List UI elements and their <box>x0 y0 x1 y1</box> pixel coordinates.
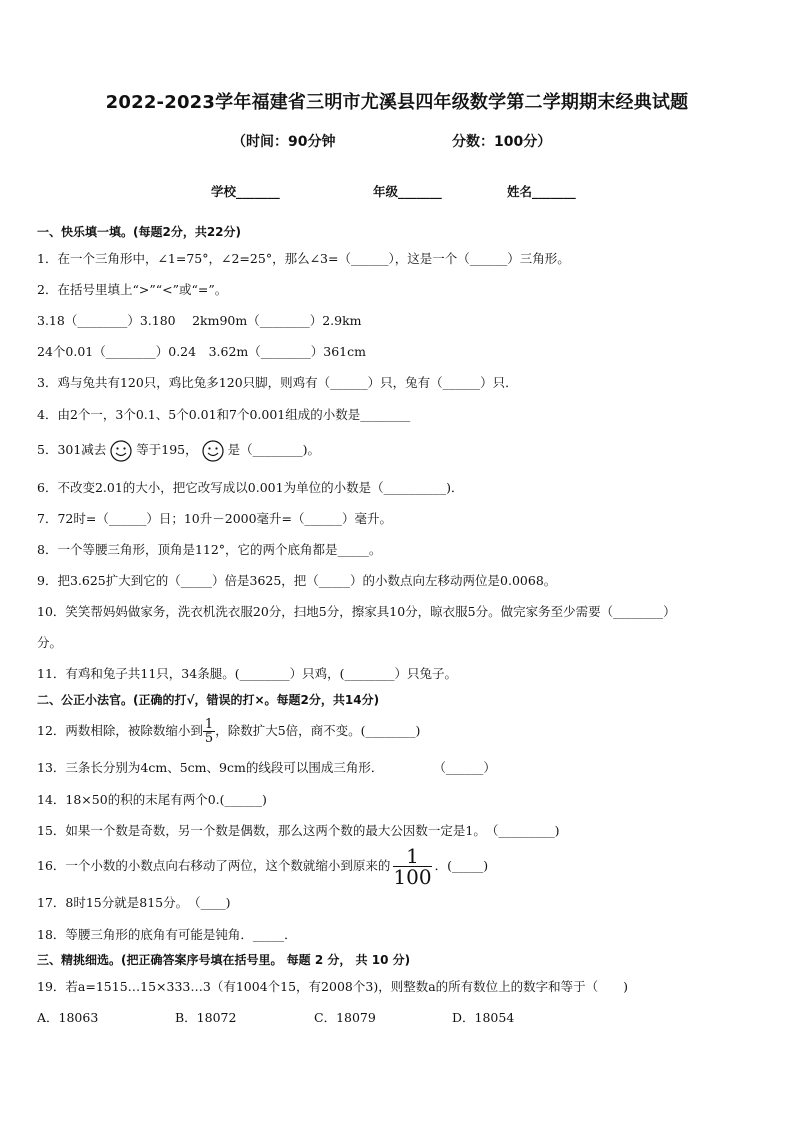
fraction-one-fifth: $\frac{1}{5}$ <box>204 717 214 746</box>
option-c: C．18079 <box>314 1010 376 1025</box>
question-13: 13．三条长分别为4cm、5cm、9cm的线段可以围成三角形． （______） <box>37 760 496 775</box>
question-7: 7．72时=（______）日；10升－2000毫升=（______）毫升。 <box>37 511 393 526</box>
question-11: 11．有鸡和兔子共11只，34条腿。(________）只鸡，(________）只兔子。 <box>37 666 457 681</box>
school-field: 学校_______ <box>211 184 280 199</box>
score-label: 分数：100分） <box>452 134 552 150</box>
section-3-heading: 三、精挑细选。(把正确答案序号填在括号里。 每题 2 分， 共 10 分) <box>37 953 411 967</box>
question-18: 18．等腰三角形的底角有可能是钝角．_____． <box>37 927 297 942</box>
question-2: 2．在括号里填上“>”“<”或“=”。 <box>37 282 228 297</box>
section-2-heading: 二、公正小法官。(正确的打√，错误的打×。每题2分，共14分) <box>37 693 380 707</box>
question-12: 12．两数相除，被除数缩小到 $\frac{1}{5}$ ，除数扩大5倍，商不变。(________) <box>37 717 421 746</box>
grade-field: 年级_______ <box>373 184 442 199</box>
exam-meta <box>0 131 794 151</box>
name-blank: _______ <box>532 184 576 199</box>
section-1-heading: 一、快乐填一填。(每题2分，共22分) <box>37 225 242 239</box>
question-8: 8．一个等腰三角形，顶角是112°，它的两个底角都是_____。 <box>37 542 382 557</box>
question-17: 17．8时15分就是815分。 （____) <box>37 895 231 910</box>
time-label: （时间：90分钟 <box>232 134 336 150</box>
name-field: 姓名_______ <box>507 184 576 199</box>
question-2-row-1: 3.18（________）3.180 2km90m（________）2.9km <box>37 313 362 328</box>
option-b: B．18072 <box>175 1010 237 1025</box>
question-10-cont: 分。 <box>37 635 63 650</box>
page-title: 2022-2023学年福建省三明市尤溪县四年级数学第二学期期末经典试题 <box>105 92 689 113</box>
question-1: 1．在一个三角形中，∠1=75°，∠2=25°，那么∠3=（______），这是一个（______）三角形。 <box>37 251 570 266</box>
school-blank: _______ <box>236 184 280 199</box>
question-3: 3．鸡与兔共有120只，鸡比兔多120只脚，则鸡有（______）只，兔有（______）只． <box>37 375 518 390</box>
question-16: 16．一个小数的小数点向右移动了两位，这个数就缩小到原来的 $\frac{1}{100}$ ．(_____) <box>37 844 489 889</box>
question-4: 4．由2个一，3个0.1、5个0.01和7个0.001组成的小数是________ <box>37 407 411 422</box>
smiley-face-icon <box>202 440 224 462</box>
question-6: 6．不改变2.01的大小，把它改写成以0.001为单位的小数是（__________)． <box>37 480 464 495</box>
question-14: 14．18×50的积的末尾有两个0.(______) <box>37 792 267 807</box>
question-2-row-2: 24个0.01（________）0.24 3.62m（________）361cm <box>37 344 366 359</box>
fraction-one-hundredth: $\frac{1}{100}$ <box>393 844 432 889</box>
question-15: 15．如果一个数是奇数，另一个数是偶数，那么这两个数的最大公因数一定是1。 （_________) <box>37 823 560 838</box>
smiley-face-icon <box>110 440 132 462</box>
option-a: A．18063 <box>37 1010 99 1025</box>
question-19: 19．若a=1515…15×333…3（有1004个15，有2008个3)，则整数a的所有数位上的数字和等于（ ) <box>37 979 629 994</box>
question-9: 9．把3.625扩大到它的（_____）倍是3625，把（_____）的小数点向左移动两位是0.0068。 <box>37 573 557 588</box>
grade-blank: _______ <box>398 184 442 199</box>
question-5: 5．301减去 等于195， 是（________)。 <box>37 438 320 462</box>
question-10: 10．笑笑帮妈妈做家务，洗衣机洗衣服20分，扫地5分，擦家具10分，晾衣服5分。做完家务至少需要（________） <box>37 604 676 619</box>
option-d: D．18054 <box>452 1010 515 1025</box>
